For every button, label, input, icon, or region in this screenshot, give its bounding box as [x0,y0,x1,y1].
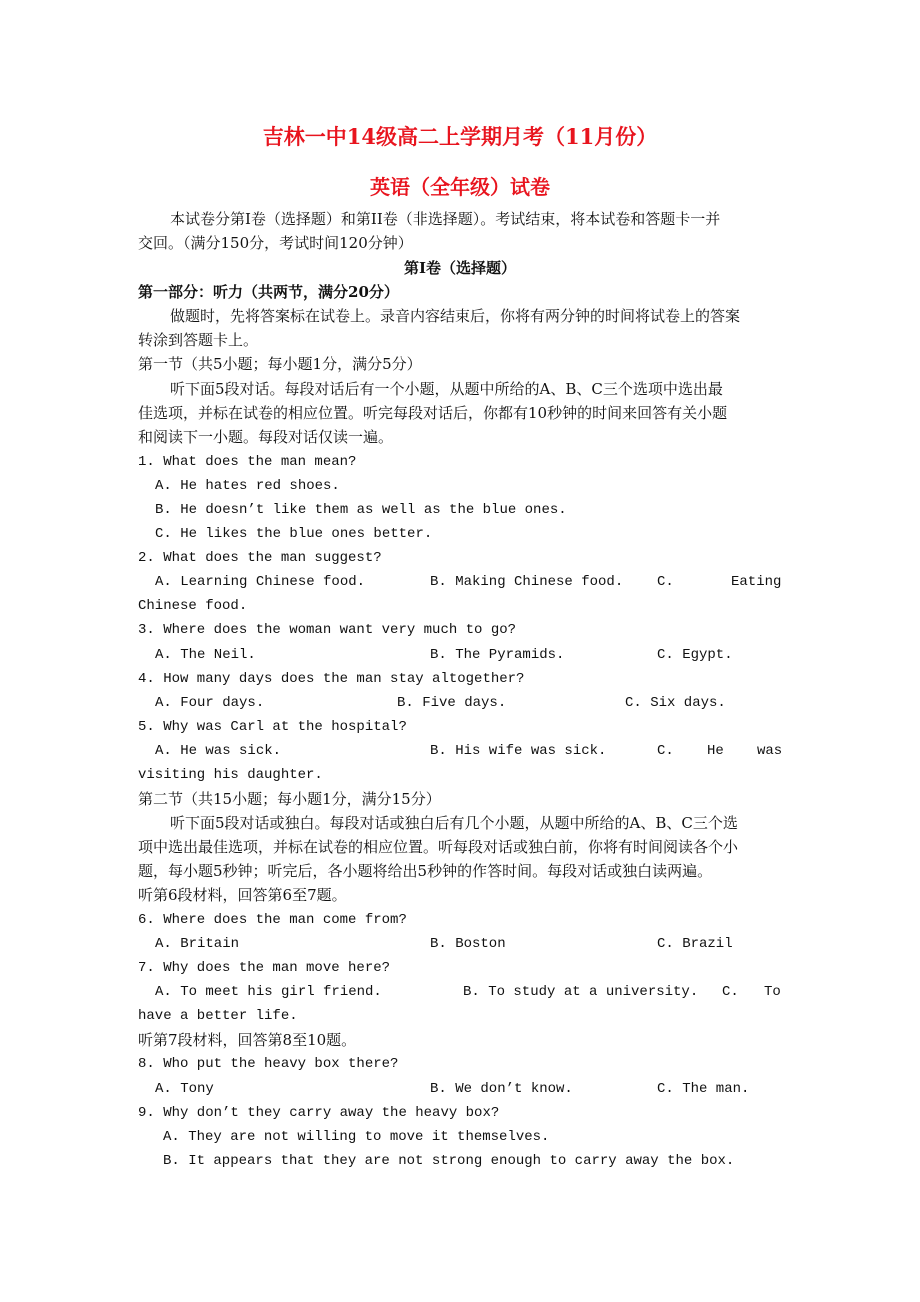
question-6-option-a: A. Britain [155,936,240,952]
question-7-option-c-label: C. [722,984,739,1000]
intro-line-2: 交回。（满分150分，考试时间120分钟） [138,234,413,252]
question-5-stem: 5. Why was Carl at the hospital? [138,719,407,735]
material-6-note: 听第6段材料，回答第6至7题。 [138,886,347,904]
question-8-stem: 8. Who put the heavy box there? [138,1056,399,1072]
question-1-option-c: C. He likes the blue ones better. [155,526,433,542]
question-5-option-c-word-2: was [757,743,783,759]
question-2-stem: 2. What does the man suggest? [138,550,382,566]
section-2-instruction-1: 听下面5段对话或独白。每段对话或独白后有几个小题，从题中所给的A、B、C三个选 [170,814,738,832]
question-9-option-b: B. It appears that they are not strong enough to carry away the box. [163,1153,735,1169]
section-2-title: 第二节（共15小题；每小题1分，满分15分） [138,790,441,808]
question-1-option-b: B. He doesn’t like them as well as the blue ones. [155,502,567,518]
question-2-option-c-label: C. [657,574,674,590]
question-4-option-c: C. Six days. [625,695,726,711]
question-4-option-a: A. Four days. [155,695,265,711]
part-1-title: 第一部分：听力（共两节，满分20分） [138,283,399,301]
question-6-option-c: C. Brazil [657,936,733,952]
question-5-option-c-word-1: He [707,743,724,759]
question-6-option-b: B. Boston [430,936,506,952]
question-2-option-b: B. Making Chinese food. [430,574,624,590]
section-2-instruction-2: 项中选出最佳选项，并标在试卷的相应位置。听每段对话或独白前，你将有时间阅读各个小 [138,838,739,856]
question-3-stem: 3. Where does the woman want very much to go? [138,622,517,638]
question-7-stem: 7. Why does the man move here? [138,960,391,976]
exam-subtitle: 英语（全年级）试卷 [370,175,550,199]
question-9-stem: 9. Why don’t they carry away the heavy box? [138,1105,500,1121]
question-7-option-b: B. To study at a university. [463,984,699,1000]
question-8-option-c: C. The man. [657,1081,750,1097]
question-5-option-c-label: C. [657,743,674,759]
question-3-option-c: C. Egypt. [657,647,733,663]
question-5-option-b: B. His wife was sick. [430,743,607,759]
question-5-option-c-continued: visiting his daughter. [138,767,323,783]
exam-title: 吉林一中14级高二上学期月考（11月份） [262,124,658,149]
material-7-note: 听第7段材料，回答第8至10题。 [138,1031,357,1049]
question-7-option-c-word: To [764,984,781,1000]
question-6-stem: 6. Where does the man come from? [138,912,407,928]
question-2-option-a: A. Learning Chinese food. [155,574,366,590]
volume-1-title: 第Ⅰ卷（选择题） [403,259,517,277]
question-2-option-c-continued: Chinese food. [138,598,248,614]
section-1-instruction-3: 和阅读下一小题。每段对话仅读一遍。 [138,428,394,446]
question-3-option-b: B. The Pyramids. [430,647,565,663]
question-4-option-b: B. Five days. [397,695,507,711]
question-4-stem: 4. How many days does the man stay altogether? [138,671,525,687]
question-7-option-c-continued: have a better life. [138,1008,298,1024]
question-3-option-a: A. The Neil. [155,647,256,663]
section-2-instruction-3: 题，每小题5秒钟；听完后，各小题将给出5秒钟的作答时间。每段对话或独白读两遍。 [138,862,713,880]
section-1-instruction-1: 听下面5段对话。每段对话后有一个小题，从题中所给的A、B、C三个选项中选出最 [170,380,723,398]
question-9-option-a: A. They are not willing to move it themselves. [163,1129,550,1145]
question-5-option-a: A. He was sick. [155,743,282,759]
part-1-instruction-2: 转涂到答题卡上。 [138,331,259,349]
part-1-instruction-1: 做题时，先将答案标在试卷上。录音内容结束后，你将有两分钟的时间将试卷上的答案 [170,307,741,325]
intro-line-1: 本试卷分第Ⅰ卷（选择题）和第II卷（非选择题）。考试结束，将本试卷和答题卡一并 [170,210,721,228]
question-8-option-a: A. Tony [155,1081,214,1097]
question-2-option-c-word: Eating [731,574,782,590]
question-1-stem: 1. What does the man mean? [138,454,357,470]
section-1-instruction-2: 佳选项，并标在试卷的相应位置。听完每段对话后，你都有10秒钟的时间来回答有关小题 [138,404,728,422]
question-1-option-a: A. He hates red shoes. [155,478,340,494]
question-7-option-a: A. To meet his girl friend. [155,984,382,1000]
question-8-option-b: B. We don’t know. [430,1081,573,1097]
section-1-title: 第一节（共5小题；每小题1分，满分5分） [138,355,422,373]
